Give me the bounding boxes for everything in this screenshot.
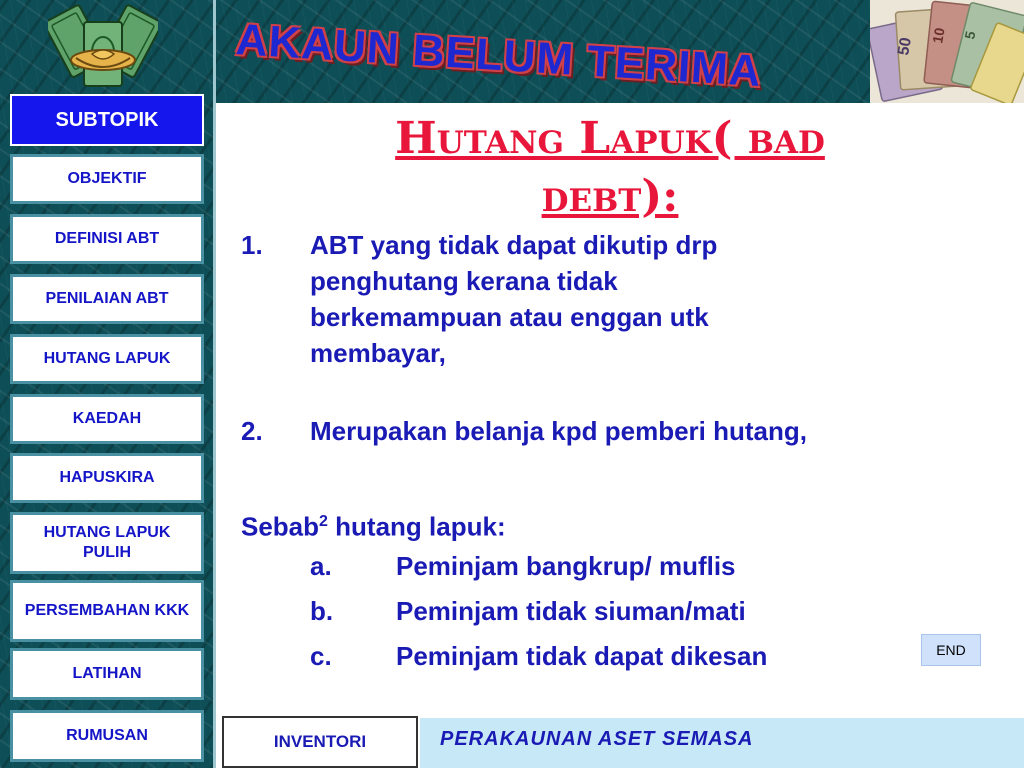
nav-button-hutang-lapuk-pulih[interactable]: HUTANG LAPUK PULIH bbox=[10, 512, 204, 574]
bill-value: 50 bbox=[895, 36, 916, 57]
point-line: penghutang kerana tidak bbox=[310, 266, 618, 296]
slide-title bbox=[280, 110, 940, 226]
nav-button-kaedah[interactable]: KAEDAH bbox=[10, 394, 204, 444]
cause-letter: b. bbox=[310, 596, 334, 626]
nav-button-rumusan[interactable]: RUMUSAN bbox=[10, 710, 204, 762]
nav-button-penilaian-abt[interactable]: PENILAIAN ABT bbox=[10, 274, 204, 324]
cause-text: Peminjam tidak dapat dikesan bbox=[396, 641, 768, 671]
footer-text: PERAKAUNAN ASET SEMASA bbox=[440, 728, 754, 750]
inventori-button[interactable]: INVENTORI bbox=[222, 716, 418, 768]
money-photo bbox=[870, 0, 1024, 103]
point-number: 1. bbox=[241, 230, 263, 260]
point-text bbox=[310, 227, 870, 371]
nav-button-definisi-abt[interactable]: DEFINISI ABT bbox=[10, 214, 204, 264]
subtopik-header: SUBTOPIK bbox=[10, 94, 204, 146]
cause-letter: a. bbox=[310, 551, 332, 581]
slide-title-line: Hutang Lapuk( bad bbox=[395, 113, 825, 164]
point-line: berkemampuan atau enggan utk bbox=[310, 302, 709, 332]
cause-letter: c. bbox=[310, 641, 332, 671]
sidebar-divider bbox=[213, 0, 216, 768]
money-bag-icon bbox=[48, 2, 158, 94]
point-text bbox=[310, 413, 990, 449]
slide-title-line: debt): bbox=[541, 171, 679, 222]
nav-button-hapuskira[interactable]: HAPUSKIRA bbox=[10, 453, 204, 503]
point-number: 2. bbox=[241, 416, 263, 446]
causes-heading bbox=[241, 504, 506, 545]
causes-superscript: 2 bbox=[319, 513, 328, 530]
cause-text: Peminjam bangkrup/ muflis bbox=[396, 551, 736, 581]
causes-suffix: hutang lapuk: bbox=[327, 511, 506, 542]
point-line: Merupakan belanja kpd pemberi hutang, bbox=[310, 416, 807, 446]
point-line: membayar, bbox=[310, 338, 446, 368]
causes-label: Sebab bbox=[241, 511, 320, 542]
end-button[interactable]: END bbox=[921, 634, 981, 666]
nav-button-hutang-lapuk[interactable]: HUTANG LAPUK bbox=[10, 334, 204, 384]
point-line: ABT yang tidak dapat dikutip drp bbox=[310, 230, 718, 260]
bill-value: 5 bbox=[961, 29, 979, 41]
nav-button-latihan[interactable]: LATIHAN bbox=[10, 648, 204, 700]
banner-title: AKAUN BELUM TERIMA bbox=[234, 15, 763, 97]
nav-button-persembahan-kkk[interactable]: PERSEMBAHAN KKK bbox=[10, 580, 204, 642]
bill-value: 10 bbox=[929, 26, 948, 45]
nav-button-objektif[interactable]: OBJEKTIF bbox=[10, 154, 204, 204]
cause-text: Peminjam tidak siuman/mati bbox=[396, 596, 746, 626]
